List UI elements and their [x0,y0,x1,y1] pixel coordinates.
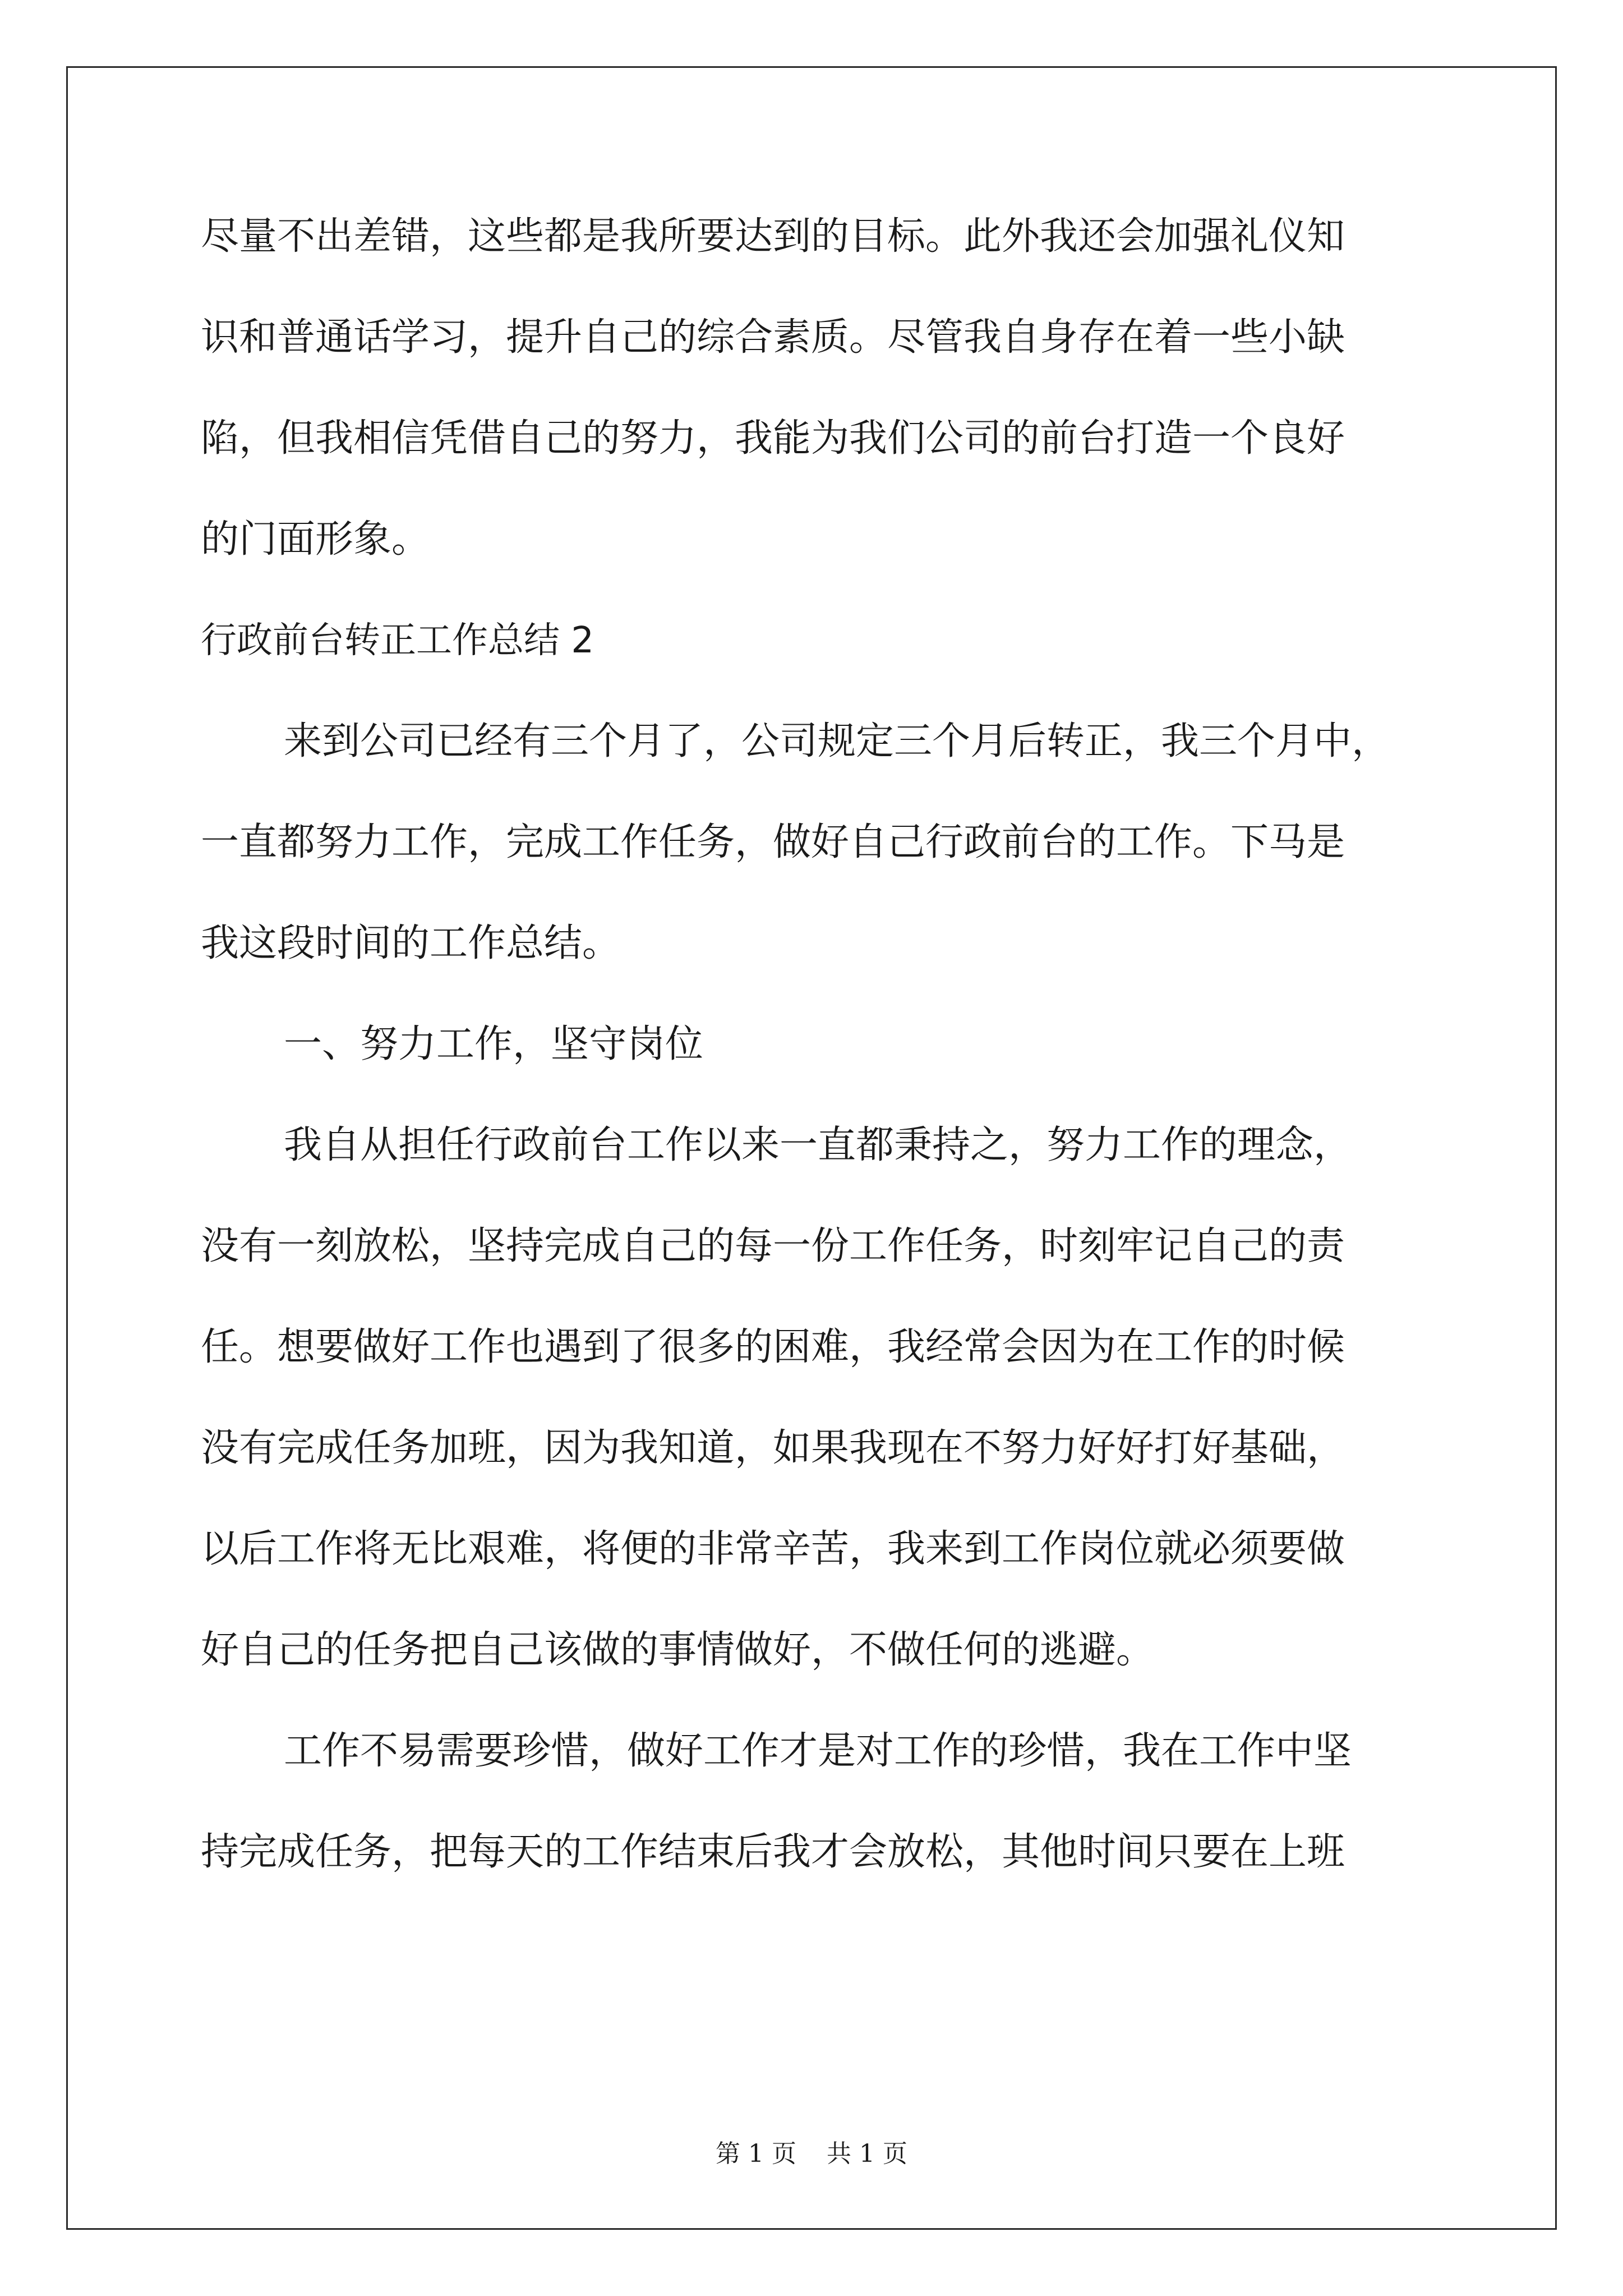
body-line: 识和普通话学习，提升自己的综合素质。尽管我自身存在着一些小缺 [201,315,1345,360]
body-line: 的门面形象。 [201,517,430,562]
body-line: 尽量不出差错，这些都是我所要达到的目标。此外我还会加强礼仪知 [201,214,1345,259]
paragraph-first-line: 我自从担任行政前台工作以来一直都秉持之，努力工作的理念， [284,1123,1352,1167]
body-line: 一直都努力工作，完成工作任务，做好自己行政前台的工作。下马是 [201,820,1345,864]
page-footer [0,2139,1623,2169]
subsection-heading: 一、努力工作，坚守岗位 [284,1022,704,1066]
body-line: 好自己的任务把自己该做的事情做好，不做任何的逃避。 [201,1628,1155,1672]
body-line: 没有一刻放松，坚持完成自己的每一份工作任务，时刻牢记自己的责 [201,1224,1345,1268]
paragraph-first-line: 来到公司已经有三个月了，公司规定三个月后转正，我三个月中， [284,719,1390,763]
page-total: 共 1 页 [827,2139,907,2168]
body-line: 任。想要做好工作也遇到了很多的困难，我经常会因为在工作的时候 [201,1325,1345,1369]
body-line: 没有完成任务加班，因为我知道，如果我现在不努力好好打好基础， [201,1426,1345,1470]
page-number: 第 1 页 [716,2139,796,2168]
body-line: 陷，但我相信凭借自己的努力，我能为我们公司的前台打造一个良好 [201,416,1345,461]
section-title: 行政前台转正工作总结 2 [201,620,594,661]
body-line: 持完成任务，把每天的工作结束后我才会放松，其他时间只要在上班 [201,1830,1345,1874]
paragraph-first-line: 工作不易需要珍惜，做好工作才是对工作的珍惜，我在工作中坚 [284,1729,1352,1773]
body-line: 以后工作将无比艰难，将便的非常辛苦，我来到工作岗位就必须要做 [201,1527,1345,1571]
body-line: 我这段时间的工作总结。 [201,921,621,965]
